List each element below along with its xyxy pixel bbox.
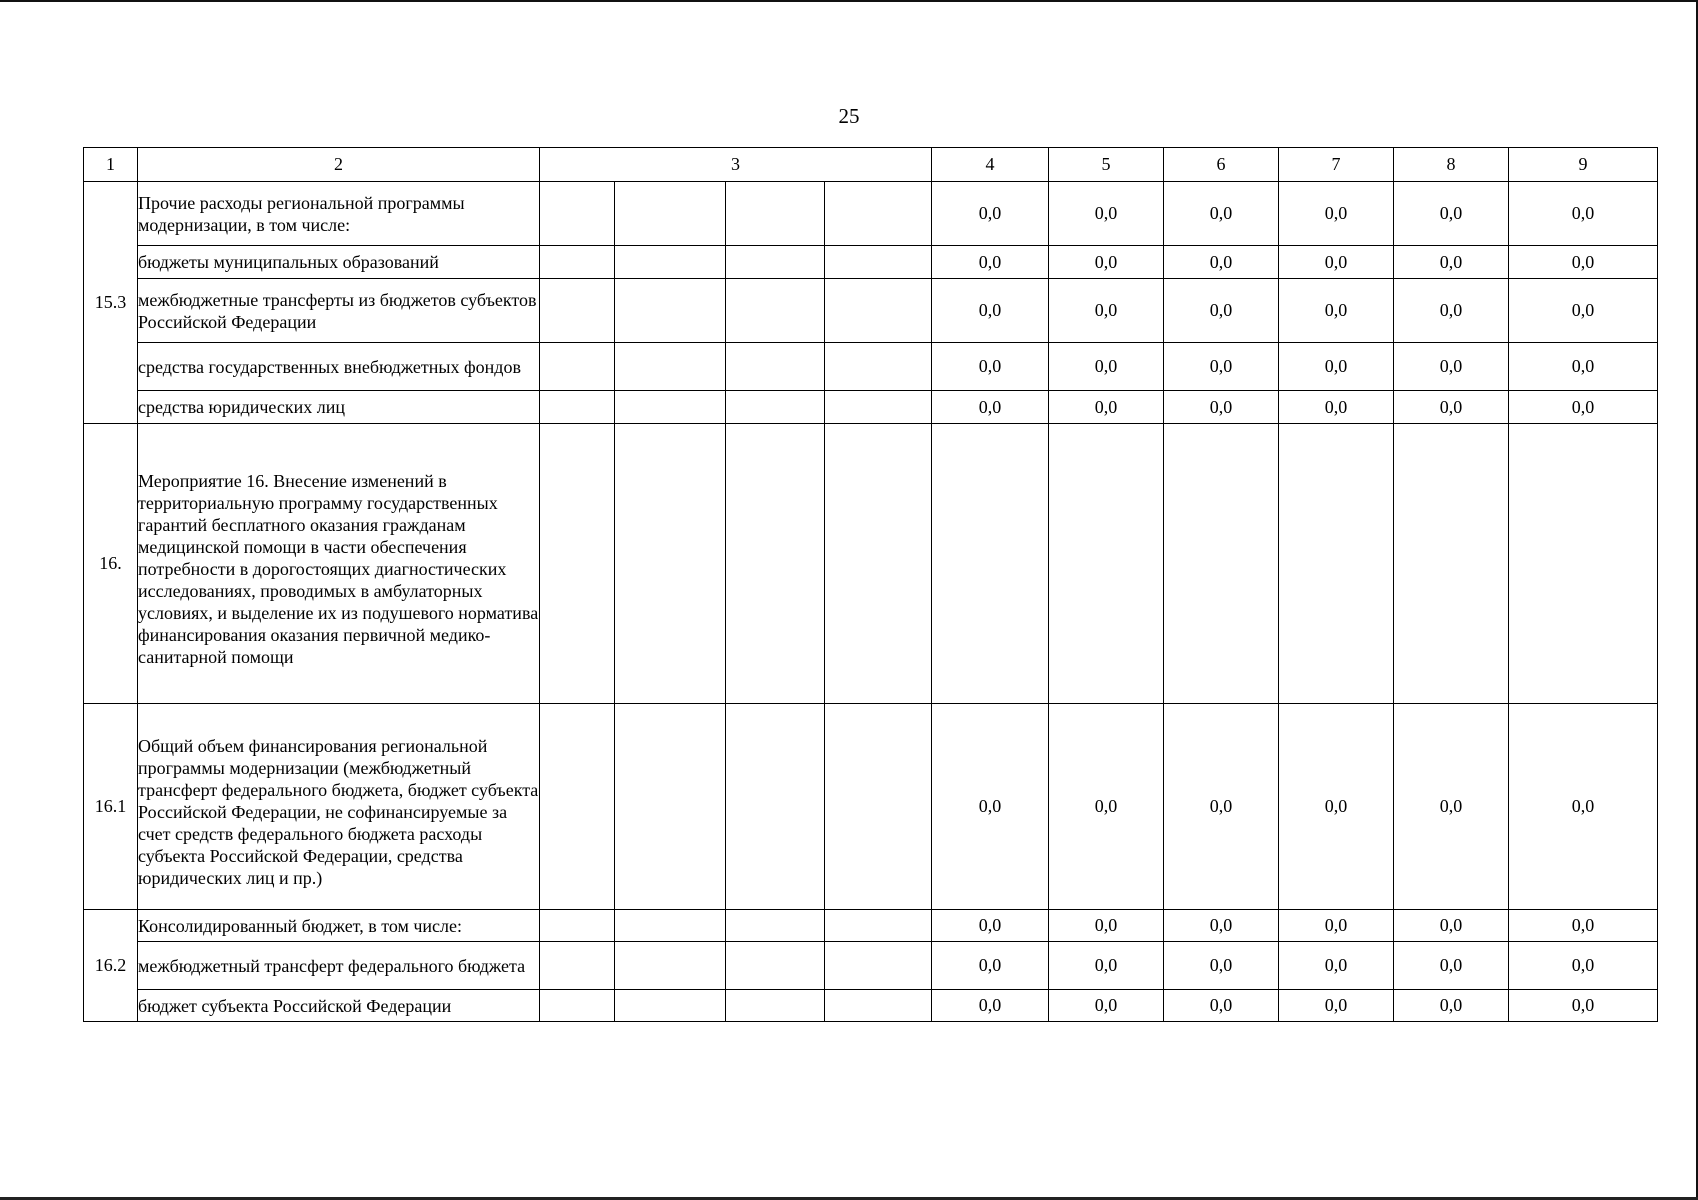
table-row: [84, 391, 1658, 424]
table-row: [84, 704, 1658, 910]
blank-cell: [825, 279, 932, 343]
row-description: межбюджетный трансферт федерального бюджета: [138, 942, 540, 990]
blank-cell: [1279, 424, 1394, 704]
header-cell: 1: [84, 148, 138, 182]
blank-cell: [540, 279, 615, 343]
value-cell: 0,0: [932, 910, 1049, 942]
value-cell: 0,0: [1279, 910, 1394, 942]
value-cell: 0,0: [1394, 391, 1509, 424]
value-cell: 0,0: [1509, 704, 1658, 910]
blank-cell: [825, 182, 932, 246]
value-cell: 0,0: [1509, 343, 1658, 391]
value-cell: 0,0: [1279, 990, 1394, 1022]
value-cell: 0,0: [1394, 182, 1509, 246]
value-cell: 0,0: [1049, 391, 1164, 424]
blank-cell: [615, 990, 726, 1022]
value-cell: 0,0: [932, 279, 1049, 343]
blank-cell: [615, 279, 726, 343]
row-description: Консолидированный бюджет, в том числе:: [138, 910, 540, 942]
value-cell: 0,0: [1164, 990, 1279, 1022]
value-cell: 0,0: [1164, 343, 1279, 391]
value-cell: 0,0: [1049, 942, 1164, 990]
value-cell: 0,0: [932, 343, 1049, 391]
blank-cell: [615, 391, 726, 424]
value-cell: 0,0: [1164, 182, 1279, 246]
header-cell: 5: [1049, 148, 1164, 182]
row-number: 16.1: [84, 704, 138, 910]
header-cell: 7: [1279, 148, 1394, 182]
blank-cell: [1394, 424, 1509, 704]
table-row: [84, 942, 1658, 990]
header-cell: 8: [1394, 148, 1509, 182]
blank-cell: [615, 246, 726, 279]
value-cell: 0,0: [1279, 279, 1394, 343]
table-row: [84, 246, 1658, 279]
blank-cell: [1509, 424, 1658, 704]
blank-cell: [726, 704, 825, 910]
header-cell: 3: [540, 148, 932, 182]
value-cell: 0,0: [1394, 279, 1509, 343]
blank-cell: [540, 424, 615, 704]
value-cell: 0,0: [1394, 910, 1509, 942]
value-cell: 0,0: [1394, 990, 1509, 1022]
blank-cell: [615, 910, 726, 942]
blank-cell: [615, 424, 726, 704]
blank-cell: [540, 704, 615, 910]
value-cell: 0,0: [1164, 279, 1279, 343]
row-number: 15.3: [84, 182, 138, 424]
value-cell: 0,0: [932, 391, 1049, 424]
blank-cell: [726, 391, 825, 424]
value-cell: 0,0: [1279, 182, 1394, 246]
blank-cell: [825, 246, 932, 279]
header-row: [84, 148, 1658, 182]
value-cell: 0,0: [932, 246, 1049, 279]
blank-cell: [825, 391, 932, 424]
value-cell: 0,0: [1509, 942, 1658, 990]
value-cell: 0,0: [1164, 910, 1279, 942]
value-cell: 0,0: [1164, 391, 1279, 424]
row-description: средства государственных внебюджетных фондов: [138, 343, 540, 391]
value-cell: 0,0: [1279, 391, 1394, 424]
row-number: 16.2: [84, 910, 138, 1022]
blank-cell: [825, 704, 932, 910]
value-cell: 0,0: [1164, 704, 1279, 910]
blank-cell: [825, 990, 932, 1022]
table-row: [84, 424, 1658, 704]
row-description: Мероприятие 16. Внесение изменений в территориальную программу государственных гарантий бесплатного оказания гражданам медицинской помощи в части обеспечения потребности в дорогостоящих диагностических исследованиях, проводимых в амбулаторных условиях, и выделение их из подушевого норматива финансирования оказания первичной медико-санитарной помощи: [138, 424, 540, 704]
table-row: [84, 343, 1658, 391]
value-cell: 0,0: [1394, 704, 1509, 910]
value-cell: 0,0: [1049, 990, 1164, 1022]
value-cell: 0,0: [932, 990, 1049, 1022]
value-cell: 0,0: [1279, 942, 1394, 990]
value-cell: 0,0: [932, 704, 1049, 910]
blank-cell: [932, 424, 1049, 704]
row-description: межбюджетные трансферты из бюджетов субъектов Российской Федерации: [138, 279, 540, 343]
blank-cell: [825, 424, 932, 704]
header-cell: 6: [1164, 148, 1279, 182]
table-row: [84, 990, 1658, 1022]
blank-cell: [615, 343, 726, 391]
value-cell: 0,0: [932, 182, 1049, 246]
blank-cell: [1049, 424, 1164, 704]
value-cell: 0,0: [1509, 246, 1658, 279]
value-cell: 0,0: [1279, 246, 1394, 279]
row-description: Общий объем финансирования региональной программы модернизации (межбюджетный трансферт федерального бюджета, бюджет субъекта Российской Федерации, не софинансируемые за счет средств федерального бюджета расходы субъекта Российской Федерации, средства юридических лиц и пр.): [138, 704, 540, 910]
table-row: [84, 182, 1658, 246]
value-cell: 0,0: [1049, 343, 1164, 391]
header-cell: 9: [1509, 148, 1658, 182]
blank-cell: [726, 424, 825, 704]
scan-border-top: [0, 0, 1698, 2]
value-cell: 0,0: [1164, 246, 1279, 279]
blank-cell: [825, 942, 932, 990]
value-cell: 0,0: [1279, 343, 1394, 391]
value-cell: 0,0: [1049, 910, 1164, 942]
value-cell: 0,0: [1394, 343, 1509, 391]
blank-cell: [540, 391, 615, 424]
value-cell: 0,0: [1279, 704, 1394, 910]
page-number: 25: [838, 104, 860, 128]
value-cell: 0,0: [1049, 279, 1164, 343]
header-cell: 4: [932, 148, 1049, 182]
blank-cell: [825, 343, 932, 391]
blank-cell: [540, 182, 615, 246]
blank-cell: [726, 942, 825, 990]
row-description: бюджеты муниципальных образований: [138, 246, 540, 279]
blank-cell: [1164, 424, 1279, 704]
blank-cell: [726, 182, 825, 246]
blank-cell: [540, 942, 615, 990]
value-cell: 0,0: [1509, 990, 1658, 1022]
value-cell: 0,0: [1394, 246, 1509, 279]
value-cell: 0,0: [1509, 182, 1658, 246]
blank-cell: [540, 246, 615, 279]
blank-cell: [615, 942, 726, 990]
value-cell: 0,0: [1394, 942, 1509, 990]
row-number: 16.: [84, 424, 138, 704]
value-cell: 0,0: [1049, 704, 1164, 910]
blank-cell: [825, 910, 932, 942]
row-description: Прочие расходы региональной программы модернизации, в том числе:: [138, 182, 540, 246]
blank-cell: [615, 182, 726, 246]
header-cell: 2: [138, 148, 540, 182]
blank-cell: [726, 246, 825, 279]
value-cell: 0,0: [1509, 279, 1658, 343]
blank-cell: [726, 279, 825, 343]
row-description: бюджет субъекта Российской Федерации: [138, 990, 540, 1022]
blank-cell: [540, 910, 615, 942]
value-cell: 0,0: [1049, 246, 1164, 279]
blank-cell: [540, 343, 615, 391]
blank-cell: [615, 704, 726, 910]
value-cell: 0,0: [932, 942, 1049, 990]
value-cell: 0,0: [1049, 182, 1164, 246]
blank-cell: [540, 990, 615, 1022]
blank-cell: [726, 990, 825, 1022]
financing-table: [83, 147, 1658, 1022]
value-cell: 0,0: [1509, 391, 1658, 424]
value-cell: 0,0: [1164, 942, 1279, 990]
blank-cell: [726, 343, 825, 391]
table-row: [84, 910, 1658, 942]
blank-cell: [726, 910, 825, 942]
row-description: средства юридических лиц: [138, 391, 540, 424]
value-cell: 0,0: [1509, 910, 1658, 942]
table-row: [84, 279, 1658, 343]
